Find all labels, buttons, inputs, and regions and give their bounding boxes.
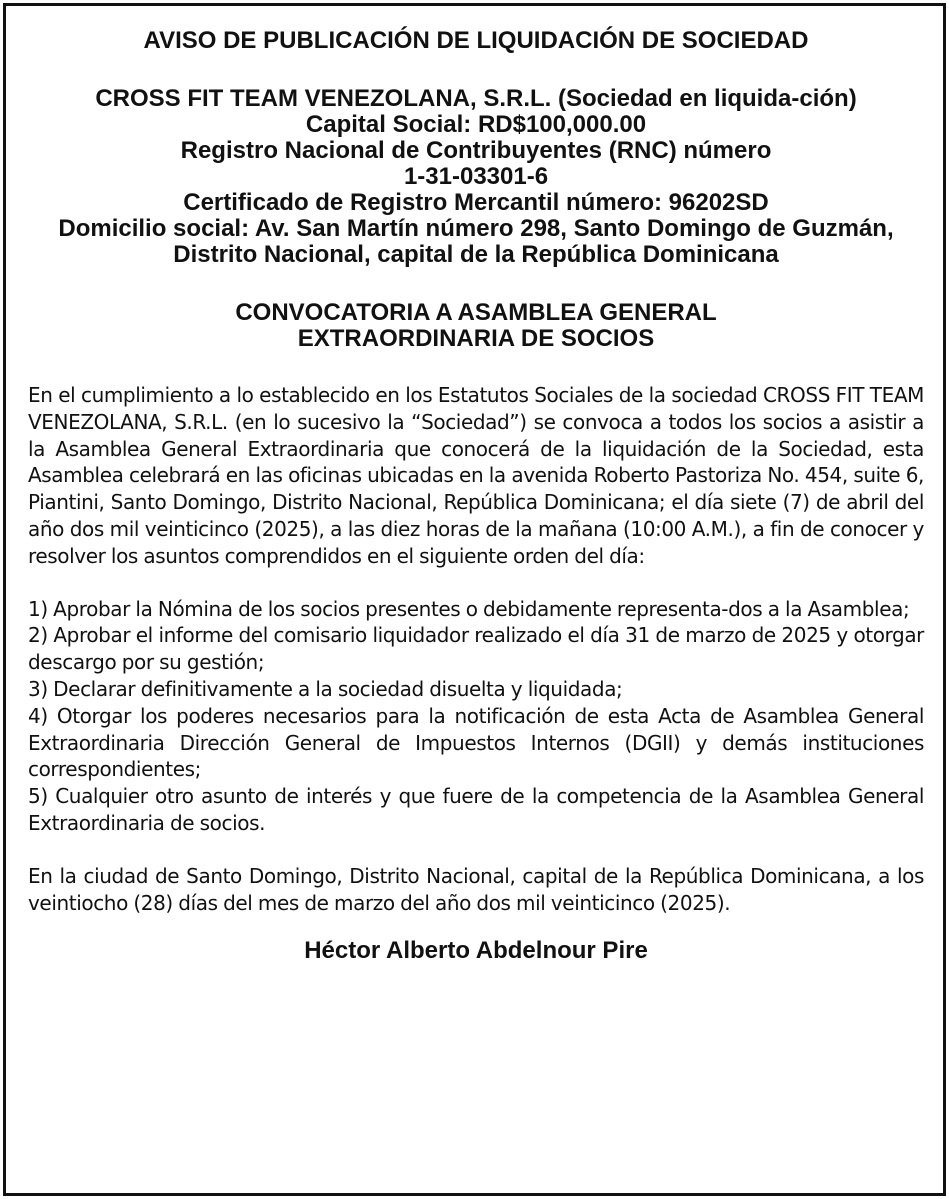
agenda-item: 2) Aprobar el informe del comisario liquidador realizado el día 31 de marzo de 2025 y otorgar descargo por su gestión; xyxy=(28,623,924,675)
district-line: Distrito Nacional, capital de la República Dominicana xyxy=(173,241,779,268)
agenda-list xyxy=(28,596,924,837)
rnc-label: Registro Nacional de Contribuyentes (RNC) número xyxy=(180,137,772,164)
signature-name: Héctor Alberto Abdelnour Pire xyxy=(304,937,648,965)
convocatoria-heading-line1: CONVOCATORIA A ASAMBLEA GENERAL xyxy=(235,299,717,326)
certificate-line: Certificado de Registro Mercantil número: 96202SD xyxy=(183,189,769,216)
capital-line: Capital Social: RD$100,000.00 xyxy=(305,111,647,138)
notice-content xyxy=(28,24,924,964)
convocatoria-heading-line2: EXTRAORDINARIA DE SOCIOS xyxy=(297,325,655,352)
closing-paragraph: En la ciudad de Santo Domingo, Distrito Nacional, capital de la República Dominicana, a los veintiocho (28) días del mes de marzo del año dos mil veinticinco (2025). xyxy=(28,863,924,915)
agenda-item: 3) Declarar definitivamente a la sociedad disuelta y liquidada; xyxy=(28,676,623,701)
agenda-item: 5) Cualquier otro asunto de interés y que fuere de la competencia de la Asamblea General Extraordinaria de socios. xyxy=(28,784,924,835)
agenda-item: 1) Aprobar la Nómina de los socios presentes o debidamente representa-dos a la Asamblea; xyxy=(28,596,910,621)
rnc-number: 1-31-03301-6 xyxy=(403,163,549,190)
company-name: CROSS FIT TEAM VENEZOLANA, S.R.L. (Sociedad en liquida-ción) xyxy=(95,85,857,112)
domicile-line: Domicilio social: Av. San Martín número 298, Santo Domingo de Guzmán, xyxy=(58,215,894,242)
notice-title: AVISO DE PUBLICACIÓN DE LIQUIDACIÓN DE SOCIEDAD xyxy=(143,27,809,54)
agenda-item: 4) Otorgar los poderes necesarios para la notificación de esta Acta de Asamblea General Extraordinaria Dirección General de Impuestos Internos (DGII) y demás instituciones correspondientes; xyxy=(28,703,924,782)
notice-border xyxy=(3,3,946,1196)
intro-paragraph: En el cumplimiento a lo establecido en los Estatutos Sociales de la sociedad CROSS FIT TEAM VENEZOLANA, S.R.L. (en lo sucesivo la “Sociedad”) se convoca a todos los socios a asistir a la Asamblea General Extraordinaria que conocerá de la liquidación de la Sociedad, esta Asamblea celebrará en las oficinas ubicadas en la avenida Roberto Pastoriza No. 454, suite 6, Piantini, Santo Domingo, Distrito Nacional, República Dominicana; el día siete (7) de abril del año dos mil veinticinco (2025), a las diez horas de la mañana (10:00 A.M.), a fin de conocer y resolver los asuntos comprendidos en el siguiente orden del día: xyxy=(28,383,924,568)
